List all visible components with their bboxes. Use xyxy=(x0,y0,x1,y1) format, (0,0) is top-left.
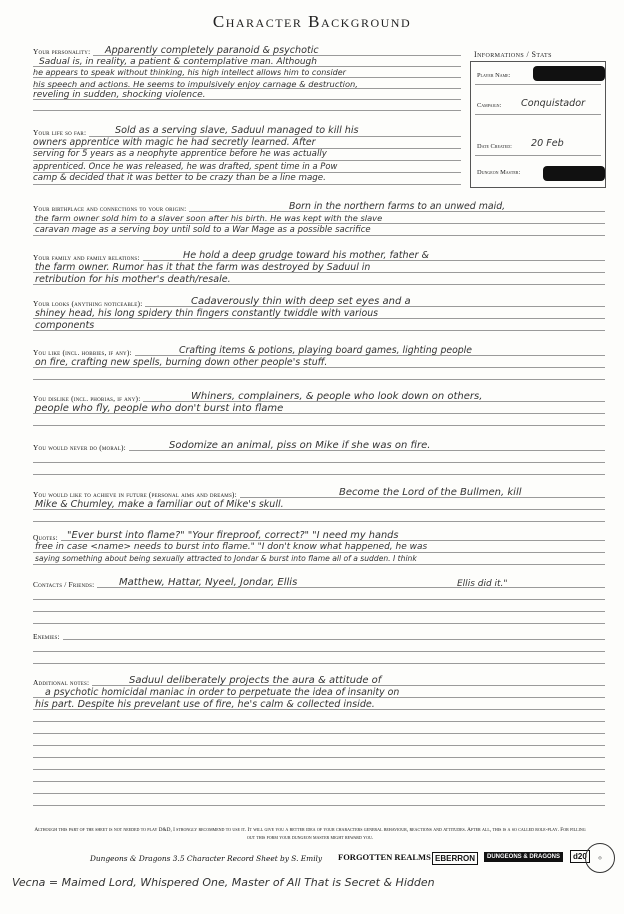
achieve-line-1: Become the Lord of the Bullmen, kill xyxy=(339,487,522,498)
date-created-value: 20 Feb xyxy=(531,138,564,149)
contacts-label: Contacts / Friends: xyxy=(33,580,97,589)
life-line-3: serving for 5 years as a neophyte apprentice before he was actually xyxy=(33,149,327,159)
personality-label: Your personality: xyxy=(33,47,93,56)
family-line-1: He hold a deep grudge toward his mother, father & xyxy=(183,250,429,261)
life-line-2: owners apprentice with magic he had secretly learned. After xyxy=(33,137,316,148)
looks-line-2: shiney head, his long spidery thin fingers constantly twiddle with various xyxy=(35,308,379,319)
dislike-line-1: Whiners, complainers, & people who look down on others, xyxy=(191,391,483,402)
family-line-2: the farm owner. Rumor has it that the farm was destroyed by Saduul in xyxy=(35,262,371,273)
dungeons-dragons-logo: DUNGEONS & DRAGONS xyxy=(484,852,563,862)
like-line-1: Crafting items & potions, playing board games, lighting people xyxy=(179,345,472,356)
birthplace-line-2: the farm owner sold him to a slaver soon after his birth. He was kept with the slave xyxy=(35,213,383,223)
stats-heading: Informations / Stats xyxy=(474,50,552,59)
birthplace-line-1: Born in the northern farms to an unwed maid, xyxy=(289,201,506,212)
section-never xyxy=(33,440,605,480)
section-enemies xyxy=(33,628,605,676)
notes-line-1: Saduul deliberately projects the aura & attitude of xyxy=(129,675,382,686)
stats-box xyxy=(470,61,606,188)
birthplace-label: Your birthplace and connections to your origin: xyxy=(33,204,189,213)
personality-line-1: Apparently completely paranoid & psychotic xyxy=(105,45,319,56)
section-contacts xyxy=(33,576,605,631)
page-title: Character Background xyxy=(212,12,412,31)
section-notes xyxy=(33,674,605,824)
date-created-label: Date Created: xyxy=(477,143,512,150)
redacted-player-name xyxy=(533,66,605,81)
quotes-line-3: saying something about being sexually attracted to Jondar & burst into flame all of a sudden. I think xyxy=(35,554,417,563)
footer-logos xyxy=(90,850,610,874)
looks-line-1: Cadaverously thin with deep set eyes and a xyxy=(191,296,411,307)
section-looks xyxy=(33,296,605,338)
footer-note: Although this part of the sheet is not needed to play D&D, I strongly recommend to use it. It will give you a better idea of your characters general behaviour, reactions and attitudes. After all, this is a so called role-play. For filling out this form your dungeon master might reward you. xyxy=(34,827,586,841)
section-quotes xyxy=(33,530,605,582)
birthplace-line-3: caravan mage as a serving boy until sold to a War Mage as a possible sacrifice xyxy=(35,225,371,235)
life-line-1: Sold as a serving slave, Saduul managed to kill his xyxy=(115,125,359,136)
contacts-line-1: Matthew, Hattar, Nyeel, Jondar, Ellis xyxy=(119,577,298,588)
stats-panel xyxy=(470,44,606,186)
like-line-2: on fire, crafting new spells, burning down other people's stuff. xyxy=(35,357,328,368)
life-label: Your life so far: xyxy=(33,128,89,137)
seal-icon: ◎ xyxy=(585,843,615,873)
achieve-label: You would like to achieve in future (personal aims and dreams): xyxy=(33,490,240,499)
like-label: You like (incl. hobbies, if any): xyxy=(33,348,135,357)
personality-line-4: his speech and actions. He seems to impulsively enjoy carnage & destruction, xyxy=(33,79,358,89)
never-line-1: Sodomize an animal, piss on Mike if she was on fire. xyxy=(169,440,431,451)
quotes-line-4: Ellis did it." xyxy=(457,579,508,589)
notes-line-2: a psychotic homicidal maniac in order to perpetuate the idea of insanity on xyxy=(45,687,400,698)
eberron-logo: EBERRON xyxy=(432,852,478,865)
section-family xyxy=(33,250,605,295)
campaign-value: Conquistador xyxy=(521,98,586,109)
section-achieve xyxy=(33,487,605,529)
personality-line-3: he appears to speak without thinking, his high intellect allows him to consider xyxy=(33,68,346,77)
section-dislike xyxy=(33,391,605,431)
never-label: You would never do (moral): xyxy=(33,443,129,452)
enemies-label: Enemies: xyxy=(33,632,63,641)
achieve-line-2: Mike & Chumley, make a familiar out of Mike's skull. xyxy=(35,499,284,510)
player-name-label: Player Name: xyxy=(477,72,511,79)
credit-line: Dungeons & Dragons 3.5 Character Record Sheet by S. Emily xyxy=(90,854,323,863)
dislike-label: You dislike (incl. phobias, if any): xyxy=(33,394,143,403)
dungeon-master-label: Dungeon Master: xyxy=(477,169,521,176)
campaign-label: Campaign: xyxy=(477,102,502,109)
section-personality xyxy=(33,44,461,194)
section-like xyxy=(33,345,605,385)
section-birthplace xyxy=(33,200,605,250)
looks-line-3: components xyxy=(35,320,95,331)
forgotten-realms-logo: FORGOTTEN REALMS xyxy=(338,852,431,862)
quotes-line-2: free in case <name> needs to burst into flame." "I don't know what happened, he was xyxy=(35,542,428,552)
quotes-line-1: "Ever burst into flame?" "Your fireproof, correct?" "I need my hands xyxy=(67,530,399,541)
d20-logo: d20 xyxy=(570,850,590,863)
family-label: Your family and family relations: xyxy=(33,253,143,262)
notes-label: Additional notes: xyxy=(33,678,92,687)
dislike-line-2: people who fly, people who don't burst into flame xyxy=(35,403,284,414)
personality-line-2: Sadual is, in reality, a patient & contemplative man. Although xyxy=(39,57,317,67)
family-line-3: retribution for his mother's death/resale. xyxy=(35,274,231,285)
looks-label: Your looks (anything noticeable): xyxy=(33,299,145,308)
life-line-5: camp & decided that it was better to be crazy than be a line mage. xyxy=(33,173,326,183)
personality-line-5: reveling in sudden, shocking violence. xyxy=(33,90,206,100)
quotes-label: Quotes: xyxy=(33,533,61,542)
life-line-4: apprenticed. Once he was released, he was drafted, spent time in a Pow xyxy=(33,161,338,171)
notes-line-3: his part. Despite his prevelant use of fire, he's calm & collected inside. xyxy=(35,699,375,710)
bottom-note: Vecna = Maimed Lord, Whispered One, Master of All That is Secret & Hidden xyxy=(12,876,435,889)
redacted-dm-name xyxy=(543,166,605,181)
